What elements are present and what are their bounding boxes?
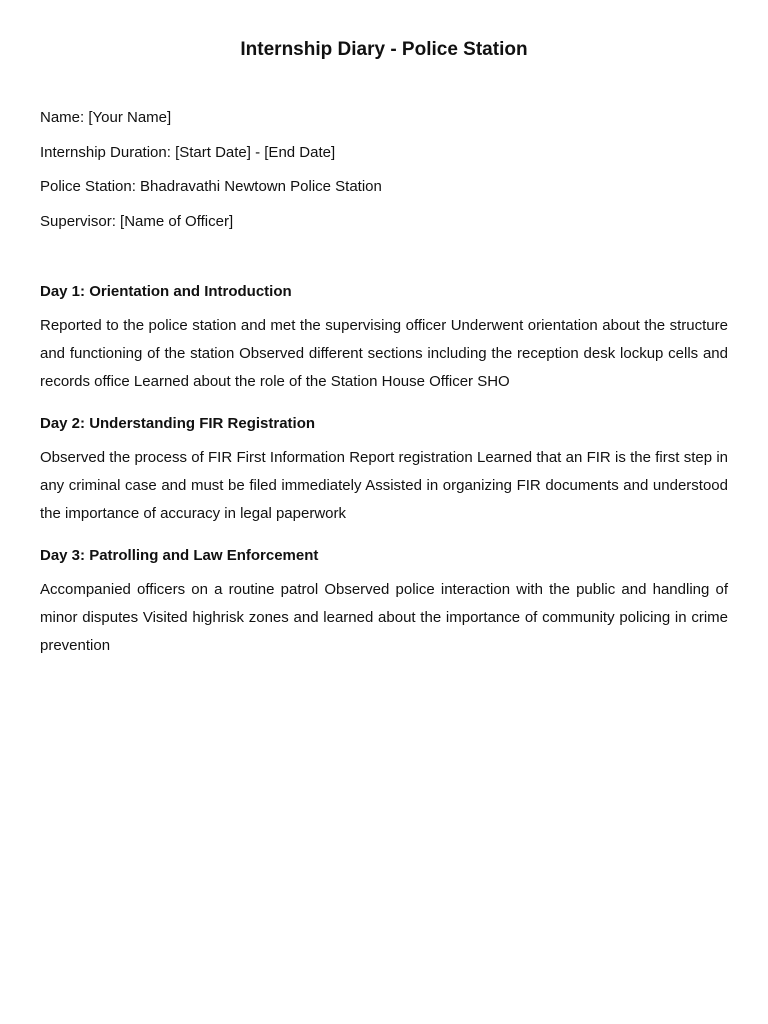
- document-title: Internship Diary - Police Station: [240, 39, 528, 60]
- entry-body: Observed the process of FIR First Information Report registration Learned that an FIR is the first step in any criminal case and must be filed immediately Assisted in organizing FIR documents and understood the importance of accuracy in legal paperwork: [40, 448, 728, 522]
- entry-body: Reported to the police station and met the supervising officer Underwent orientation about the structure and functioning of the station Observed different sections including the reception desk lockup cells and records office Learned about the role of the Station House Officer SHO: [40, 316, 728, 390]
- entry-heading: Day 1: Orientation and Introduction: [40, 282, 292, 300]
- entry-heading: Day 2: Understanding FIR Registration: [40, 414, 316, 432]
- police-station: Police Station: Bhadravathi Newtown Police Station: [40, 178, 382, 195]
- diary-entry-day-3: [40, 546, 728, 660]
- diary-entry-day-1: [40, 282, 728, 396]
- entry-heading: Day 3: Patrolling and Law Enforcement: [40, 546, 319, 564]
- diary-entry-day-2: [40, 414, 728, 528]
- intern-name: Name: [Your Name]: [40, 109, 172, 126]
- supervisor: Supervisor: [Name of Officer]: [40, 212, 234, 230]
- entry-body: Accompanied officers on a routine patrol Observed police interaction with the public and handling of minor disputes Visited highrisk zones and learned about the importance of community policing in crime prevention: [40, 580, 728, 654]
- diary-entries: [40, 282, 728, 660]
- internship-duration: Internship Duration: [Start Date] - [End Date]: [40, 143, 336, 161]
- intern-info-block: [40, 108, 728, 232]
